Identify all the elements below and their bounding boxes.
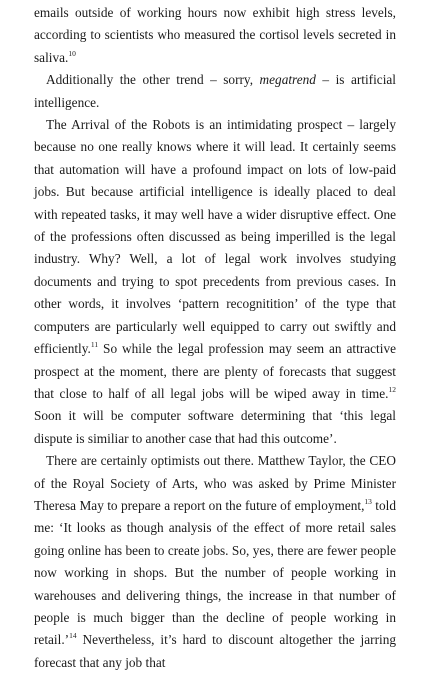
paragraph-3 (34, 114, 396, 450)
paragraph-1 (34, 2, 396, 69)
footnote-ref-12: 12 (388, 384, 396, 394)
footnote-ref-10: 10 (68, 48, 76, 58)
paragraph-4-text-a: There are certainly optimists out there. Matthew Taylor, the CEO of the Royal Society of Arts, who was asked by Prime Minister Theresa May to prepare a report on the future of employment, (34, 453, 396, 513)
paragraph-2-text-after: – is artificial intelligence. (34, 72, 396, 110)
paragraph-4-text-b: told me: ‘It looks as though analysis of the effect of more retail sales going online has been to create jobs. So, yes, there are fewer people now working in shops. But the number of people working in warehouses and delivering things, the increase in that number of people is much bigger than the decline of people working in retail.’ (34, 497, 396, 648)
paragraph-4 (34, 450, 396, 674)
paragraph-1-text: emails outside of working hours now exhibit high stress levels, according to scientists who measured the cortisol levels secreted in saliva. (34, 5, 396, 65)
footnote-ref-13: 13 (364, 496, 372, 506)
paragraph-2 (34, 69, 396, 114)
paragraph-3-text-c: Soon it will be computer software determining that ‘this legal dispute is similiar to another case that had this outcome’. (34, 408, 396, 446)
paragraph-4-text-c: Nevertheless, it’s hard to discount altogether the jarring forecast that any job that (34, 632, 396, 670)
megatrend-emphasis: megatrend (259, 72, 316, 88)
paragraph-3-text-b: So while the legal profession may seem an attractive prospect at the moment, there are plenty of forecasts that suggest that close to half of all legal jobs will be wiped away in time. (34, 341, 396, 401)
paragraph-3-text-a: The Arrival of the Robots is an intimidating prospect – largely because no one really knows where it will lead. It certainly seems that automation will have a profound impact on lots of low-paid jobs. But because artificial intelligence is ideally placed to deal with repeated tasks, it may well have a wider disruptive effect. One of the professions often discussed as being imperilled is the legal industry. Why? Well, a lot of legal work involves studying documents and trying to spot precedents from previous cases. In other words, it involves ‘pattern recognitition’ of the type that computers are particularly well equipped to carry out swiftly and efficiently. (34, 117, 396, 357)
footnote-ref-14: 14 (69, 631, 77, 641)
paragraph-2-text-before: Additionally the other trend – sorry, (46, 72, 260, 88)
footnote-ref-11: 11 (90, 340, 99, 350)
